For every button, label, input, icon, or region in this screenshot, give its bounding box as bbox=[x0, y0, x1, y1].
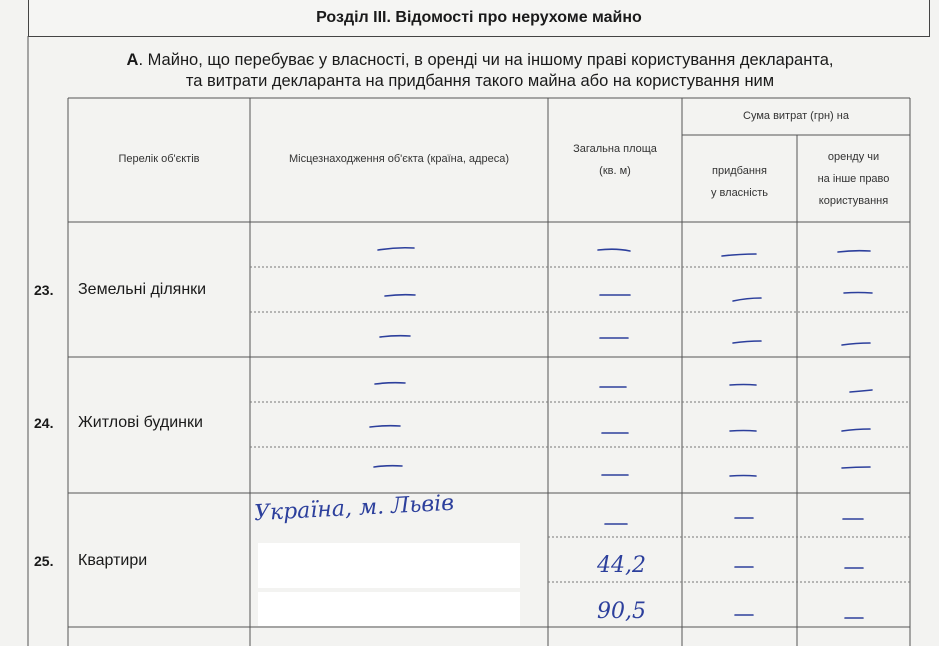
handwritten-area-2: 90,5 bbox=[597, 599, 646, 624]
column-header-rent bbox=[797, 146, 910, 212]
row-number-23: 23. bbox=[34, 282, 54, 298]
area-label-line2: (кв. м) bbox=[599, 165, 631, 177]
row-number-25: 25. bbox=[34, 553, 54, 569]
row-category-land: Земельні ділянки bbox=[78, 281, 207, 298]
subsection-line2: та витрати декларанта на придбання такого майна або на користування ним bbox=[185, 72, 775, 90]
rent-label-line3: користування bbox=[818, 195, 889, 207]
column-header-objects: Перелік об'єктів bbox=[118, 153, 200, 165]
handwritten-area-1: 44,2 bbox=[597, 553, 646, 578]
rent-label-line1: оренду чи bbox=[827, 151, 880, 163]
column-header-costs: Сума витрат (грн) на bbox=[743, 110, 849, 122]
subsection-letter: А bbox=[126, 51, 139, 69]
row-category-houses: Житлові будинки bbox=[78, 414, 203, 431]
column-header-area bbox=[548, 138, 682, 182]
column-header-purchase bbox=[682, 160, 797, 204]
handwritten-address: Україна, м. Львів bbox=[253, 490, 455, 527]
rent-label-line2: на інше право bbox=[817, 173, 890, 185]
redaction-block bbox=[258, 543, 520, 588]
row-category-apartments: Квартири bbox=[78, 552, 148, 569]
area-label-line1: Загальна площа bbox=[573, 143, 657, 155]
column-header-location: Місцезнаходження об'єкта (країна, адреса) bbox=[289, 153, 509, 165]
purchase-label-line1: придбання bbox=[712, 165, 767, 177]
row-number-24: 24. bbox=[34, 415, 54, 431]
section-title: Розділ III. Відомості про нерухоме майно bbox=[28, 0, 930, 37]
purchase-label-line2: у власність bbox=[711, 187, 768, 199]
redaction-block bbox=[258, 592, 520, 626]
subsection-line1: . Майно, що перебуває у власності, в оренді чи на іншому праві користування декларанта, bbox=[138, 51, 834, 69]
